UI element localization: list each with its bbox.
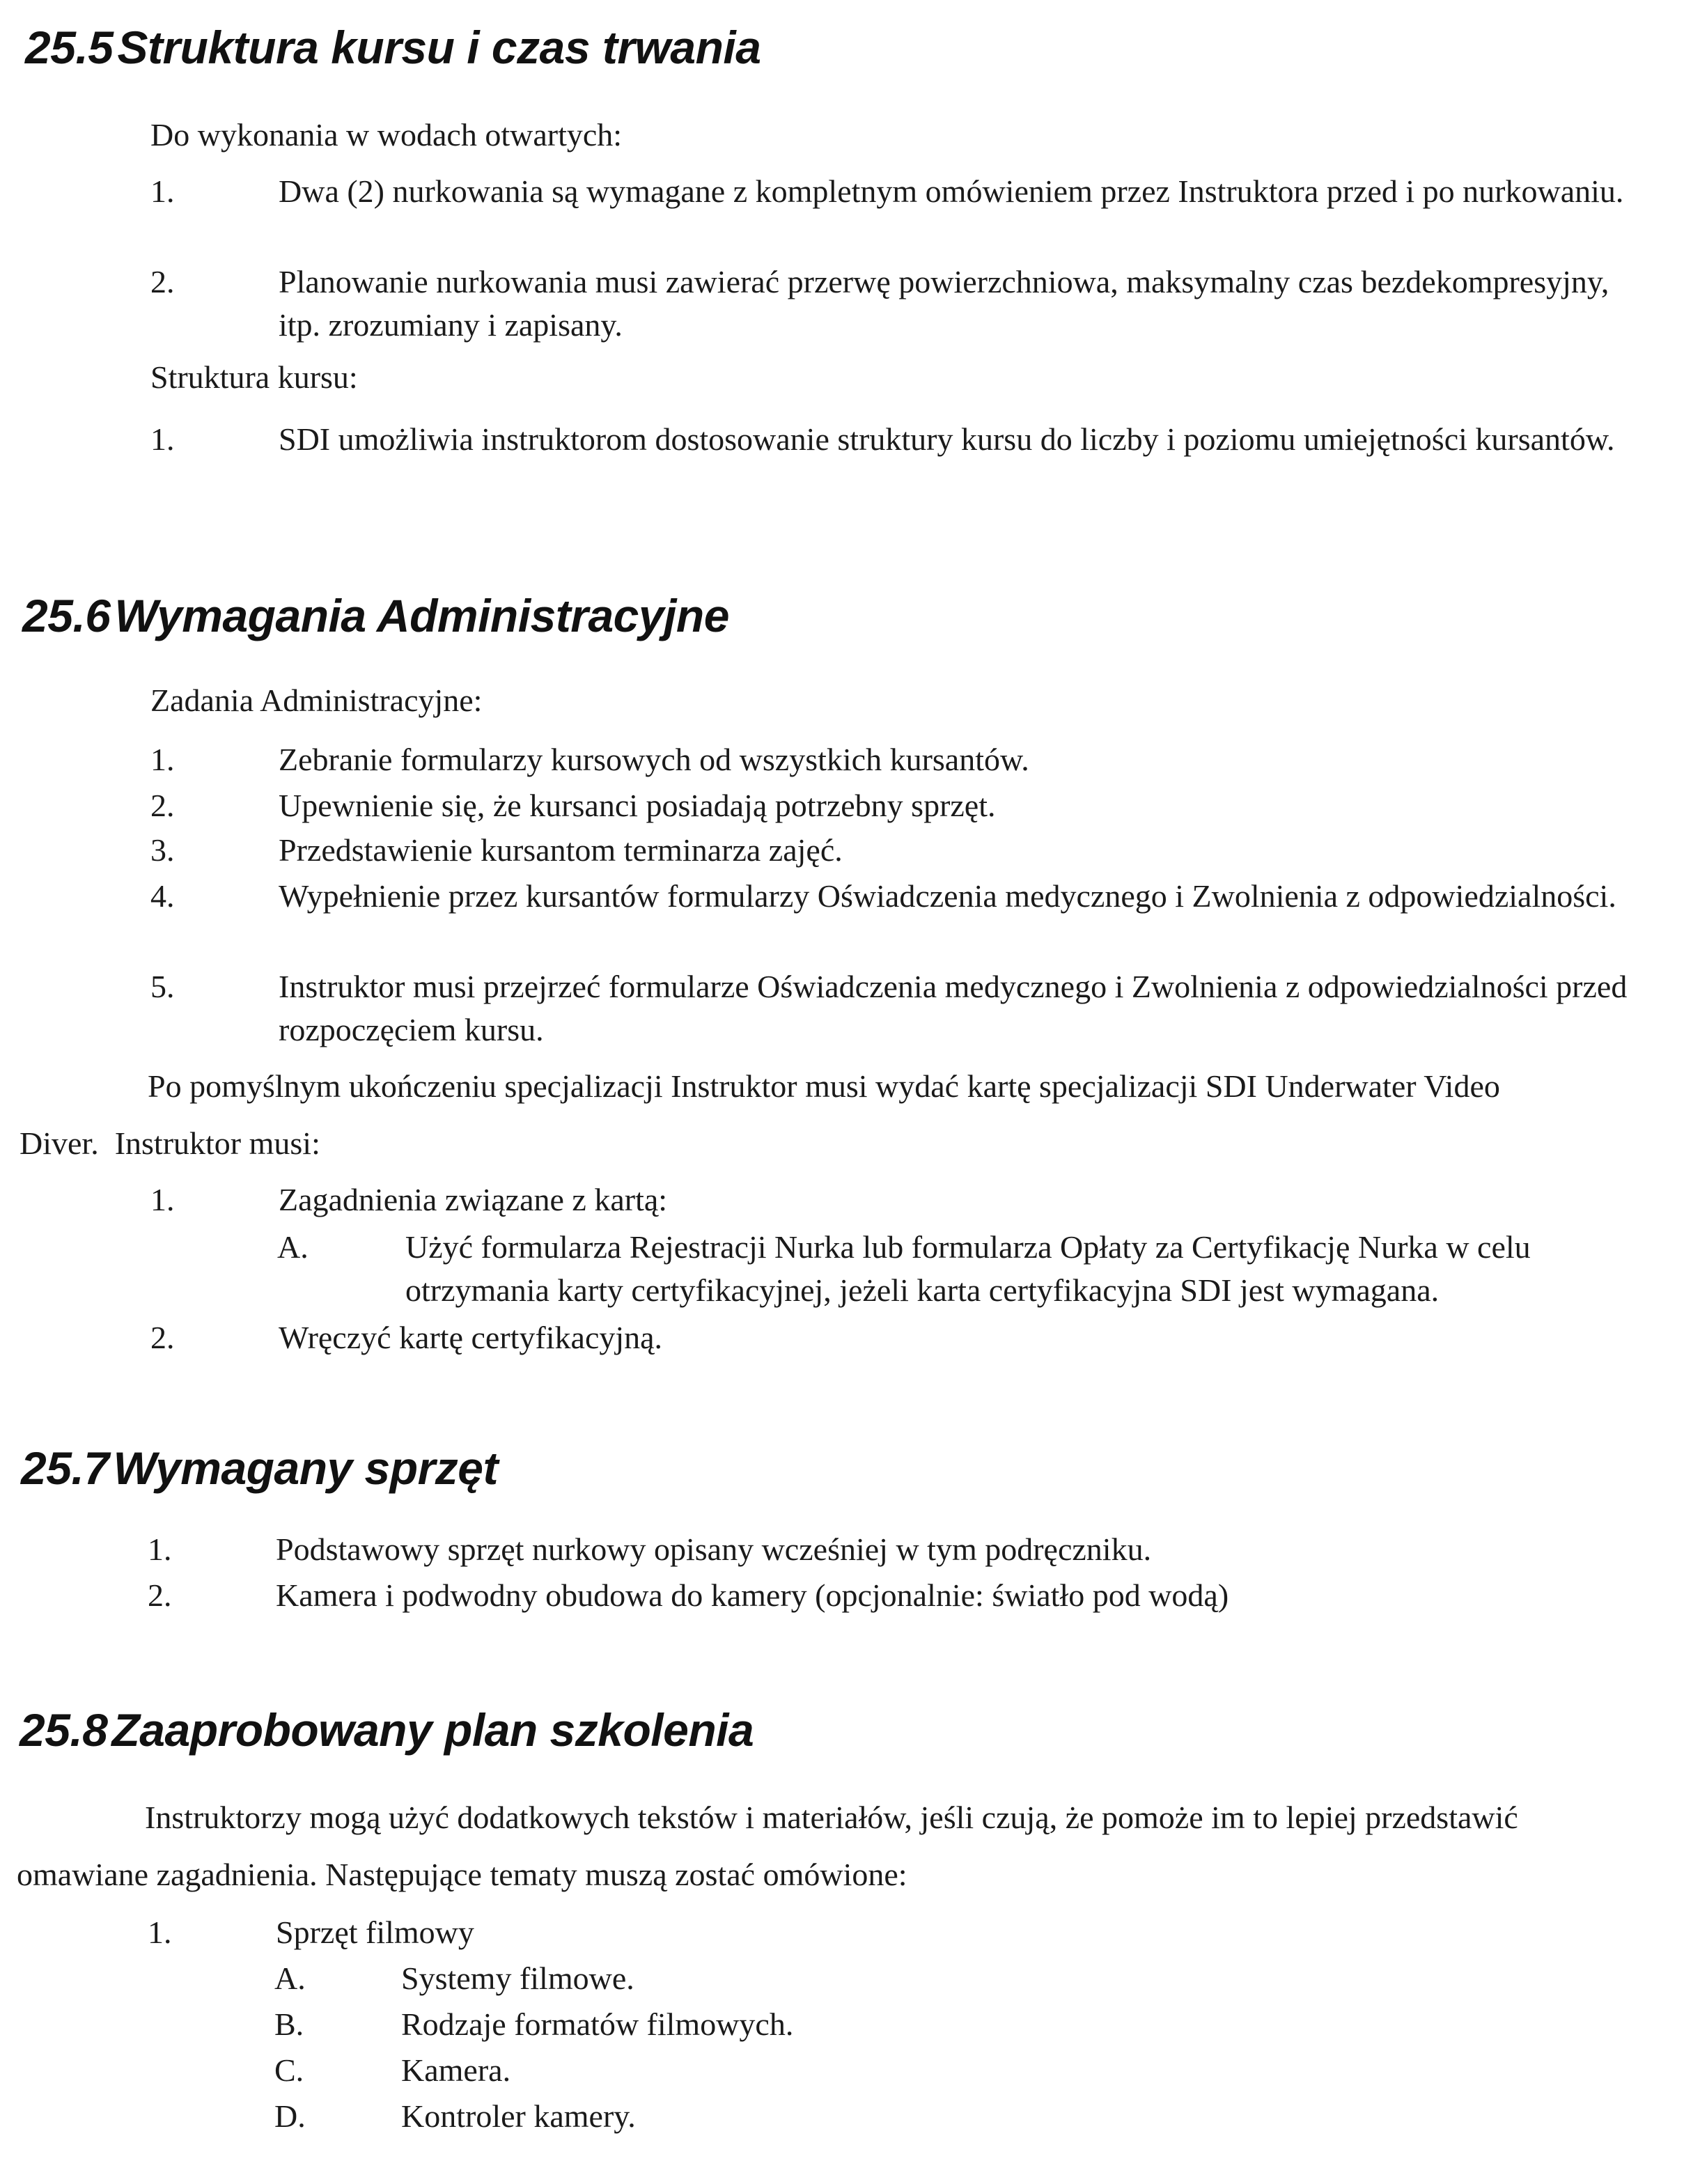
list-text: Kamera. <box>401 2052 511 2088</box>
list-letter: A. <box>277 1229 309 1265</box>
list-item <box>148 1528 1638 1571</box>
list-letter: C. <box>274 2052 304 2088</box>
section-heading-25-6 <box>22 588 729 644</box>
paragraph-line: omawiane zagadnienia. Następujące tematy muszą zostać omówione: <box>17 1857 907 1892</box>
list-text: SDI umożliwia instruktorom dostosowanie struktury kursu do liczby i poziomu umiejętności kursantów. <box>279 421 1615 457</box>
intro-text: Zadania Administracyjne: <box>150 682 483 718</box>
list-item <box>150 738 1641 781</box>
list-text: Upewnienie się, że kursanci posiadają potrzebny sprzęt. <box>279 788 996 823</box>
sub-list-item <box>274 1957 1598 2000</box>
section-number: 25.6 <box>22 590 111 641</box>
list-text: Instruktor musi przejrzeć formularze Oświadczenia medycznego i Zwolnienia z odpowiedzialności przed rozpoczęciem kursu. <box>279 969 1628 1047</box>
list-number: 1. <box>148 1531 172 1567</box>
list-number: 2. <box>150 1320 175 1355</box>
paragraph-line: Po pomyślnym ukończeniu specjalizacji Instruktor musi wydać kartę specjalizacji SDI Underwater Video <box>148 1068 1500 1104</box>
section-heading-25-8 <box>20 1702 754 1758</box>
list-text: Dwa (2) nurkowania są wymagane z kompletnym omówieniem przez Instruktora przed i po nurkowaniu. <box>279 173 1624 209</box>
list-item <box>150 829 1641 872</box>
list-number: 1. <box>150 742 175 777</box>
section-title: Wymagania Administracyjne <box>114 590 729 641</box>
list-text: Kontroler kamery. <box>401 2098 636 2134</box>
list-item <box>150 1316 1641 1359</box>
list-number: 1. <box>150 173 175 209</box>
list-number: 3. <box>150 832 175 868</box>
list-text: Przedstawienie kursantom terminarza zajęć. <box>279 832 843 868</box>
list-item <box>150 784 1641 827</box>
list-letter: B. <box>274 2006 304 2042</box>
list-item <box>150 1178 1641 1222</box>
list-number: 5. <box>150 969 175 1004</box>
list-letter: A. <box>274 1960 306 1996</box>
list-number: 2. <box>150 264 175 299</box>
section-number: 25.8 <box>20 1704 108 1756</box>
struct-label: Struktura kursu: <box>150 359 358 395</box>
list-item <box>150 170 1641 256</box>
list-text: Zebranie formularzy kursowych od wszystkich kursantów. <box>279 742 1029 777</box>
list-item <box>150 418 1641 504</box>
list-text: Systemy filmowe. <box>401 1960 634 1996</box>
section-heading-25-7 <box>21 1440 498 1496</box>
list-text: Wypełnienie przez kursantów formularzy Oświadczenia medycznego i Zwolnienia z odpowiedzialności. <box>279 878 1616 914</box>
sub-list-item <box>274 2049 1598 2092</box>
list-text: Planowanie nurkowania musi zawierać przerwę powierzchniowa, maksymalny czas bezdekompresyjny, itp. zrozumiany i zapisany. <box>279 264 1609 343</box>
paragraph-line: Instruktorzy mogą użyć dodatkowych tekstów i materiałów, jeśli czują, że pomoże im to lepiej przedstawić <box>145 1800 1518 1835</box>
list-text: Kamera i podwodny obudowa do kamery (opcjonalnie: światło pod wodą) <box>276 1577 1229 1613</box>
list-number: 4. <box>150 878 175 914</box>
sub-list-item <box>277 1226 1670 1312</box>
paragraph-line: Diver. Instruktor musi: <box>20 1125 320 1161</box>
section-title: Zaaprobowany plan szkolenia <box>111 1704 754 1756</box>
list-letter: D. <box>274 2098 306 2134</box>
list-item <box>148 1574 1638 1617</box>
list-number: 2. <box>148 1577 172 1613</box>
list-number: 2. <box>150 788 175 823</box>
section-number: 25.5 <box>25 22 114 73</box>
section-number: 25.7 <box>21 1442 109 1494</box>
list-number: 1. <box>148 1914 172 1950</box>
list-text: Sprzęt filmowy <box>276 1914 474 1950</box>
intro-text: Do wykonania w wodach otwartych: <box>150 117 623 153</box>
list-item <box>150 965 1641 1052</box>
list-number: 1. <box>150 421 175 457</box>
section-title: Wymagany sprzęt <box>113 1442 498 1494</box>
list-text: Podstawowy sprzęt nurkowy opisany wcześniej w tym podręczniku. <box>276 1531 1152 1567</box>
sub-list-item <box>274 2003 1598 2046</box>
section-heading-25-5 <box>25 20 761 75</box>
list-item <box>150 260 1641 347</box>
list-number: 1. <box>150 1182 175 1217</box>
list-item <box>150 875 1641 961</box>
sub-list-item <box>274 2095 1598 2138</box>
list-text: Użyć formularza Rejestracji Nurka lub formularza Opłaty za Certyfikację Nurka w celu otrzymania karty certyfikacyjnej, jeżeli karta certyfikacyjna SDI jest wymagana. <box>405 1229 1531 1308</box>
list-item <box>148 1911 1638 1954</box>
list-text: Wręczyć kartę certyfikacyjną. <box>279 1320 663 1355</box>
list-text: Rodzaje formatów filmowych. <box>401 2006 794 2042</box>
list-text: Zagadnienia związane z kartą: <box>279 1182 668 1217</box>
section-title: Struktura kursu i czas trwania <box>117 22 761 73</box>
